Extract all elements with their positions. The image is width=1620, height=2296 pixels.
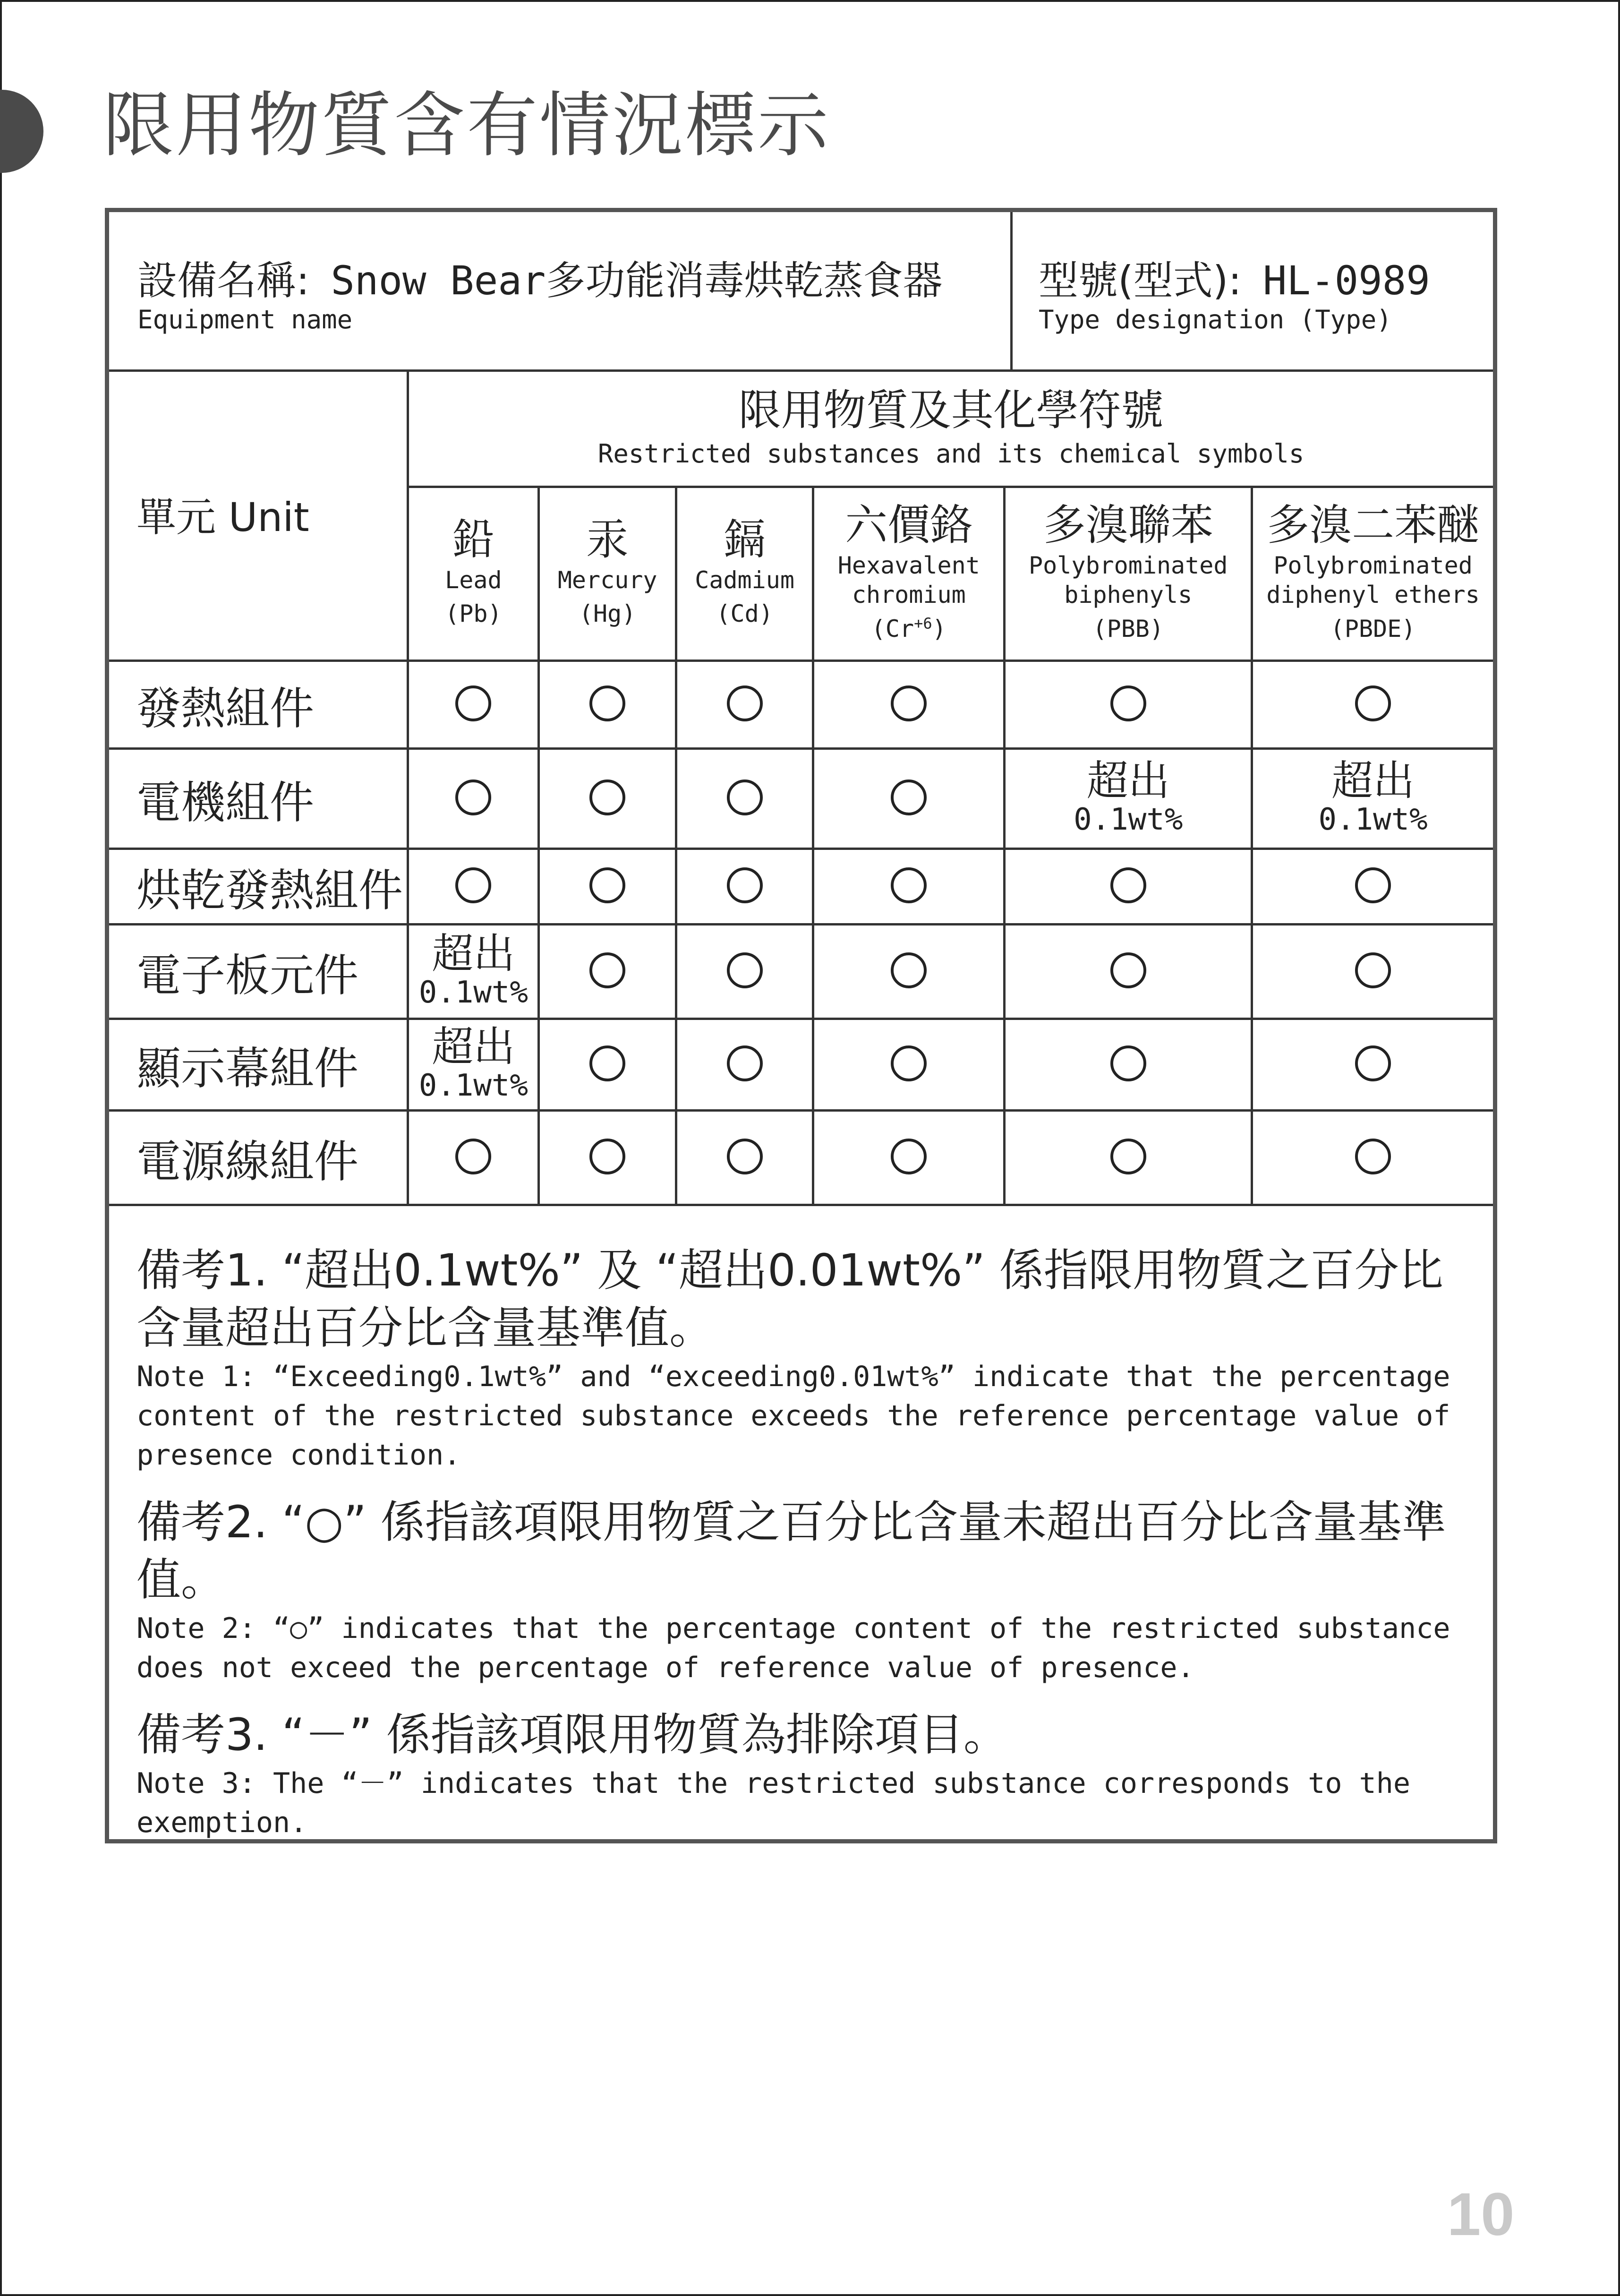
type-designation-line — [1039, 249, 1430, 306]
status-cell — [676, 748, 813, 848]
exceed-label: 超出 — [1086, 756, 1170, 805]
substance-name-en: Lead — [445, 566, 502, 594]
status-cell — [1252, 1110, 1493, 1205]
not-exceed-circle-icon — [891, 952, 927, 988]
section-tab-marker — [0, 90, 43, 173]
not-exceed-circle-icon — [455, 780, 491, 815]
note-cn-text: 備考3. “－” 係指該項限用物質為排除項目。 — [136, 1709, 1008, 1761]
not-exceed-circle-icon — [1355, 1045, 1391, 1081]
substance-symbol: (PBB) — [1092, 615, 1164, 643]
substance-header-2 — [676, 487, 813, 660]
status-cell — [676, 848, 813, 924]
equipment-name-label: 設備名稱: — [137, 257, 310, 304]
substance-name-en: Polybrominated biphenyls — [1029, 551, 1228, 608]
substance-name-cn: 鉛 — [452, 514, 495, 565]
equipment-name-value: Snow Bear多功能消毒烘乾蒸食器 — [331, 257, 943, 304]
unit-header: 單元 Unit — [109, 369, 408, 660]
not-exceed-circle-icon — [455, 867, 491, 903]
substance-name-cn: 汞 — [586, 514, 629, 565]
status-cell — [813, 660, 1005, 748]
not-exceed-circle-icon — [727, 1139, 763, 1174]
table-row — [109, 1019, 1493, 1110]
status-cell — [1005, 748, 1252, 848]
notes-section — [136, 1242, 1487, 1861]
status-cell — [539, 848, 676, 924]
status-cell — [813, 1110, 1005, 1205]
status-cell — [1005, 848, 1252, 924]
exceed-value: 0.1wt% — [1074, 802, 1183, 838]
substance-header-0 — [408, 487, 539, 660]
not-exceed-circle-icon — [589, 867, 625, 903]
not-exceed-circle-icon — [891, 867, 927, 903]
status-cell — [408, 660, 539, 748]
substance-table — [109, 369, 1493, 1206]
status-cell — [1252, 660, 1493, 748]
substance-name-en: Mercury — [557, 566, 657, 594]
status-cell — [408, 748, 539, 848]
equipment-header — [109, 212, 1493, 372]
restricted-substances-cn: 限用物質及其化學符號 — [738, 386, 1164, 436]
exceed-label: 超出 — [432, 929, 515, 978]
restricted-substances-en: Restricted substances and its chemical symbols — [597, 438, 1305, 469]
status-cell — [813, 1019, 1005, 1110]
exceed-value: 0.1wt% — [1318, 802, 1428, 838]
not-exceed-circle-icon — [891, 780, 927, 815]
substance-symbol: (Pb) — [445, 600, 502, 628]
not-exceed-circle-icon — [727, 780, 763, 815]
status-cell — [1005, 1110, 1252, 1205]
component-label: 發熱組件 — [109, 660, 408, 748]
not-exceed-circle-icon — [455, 1139, 491, 1174]
note-en-text: Note 3: The “－” indicates that the restricted substance corresponds to the exemption. — [136, 1766, 1410, 1839]
status-cell — [539, 1019, 676, 1110]
status-cell — [813, 748, 1005, 848]
status-cell — [539, 660, 676, 748]
table-row — [109, 924, 1493, 1019]
note-en-text: Note 1: “Exceeding0.1wt%” and “exceeding0.01wt%” indicate that the percentage content of the restricted substance exceeds the reference percentage value of presence condition. — [136, 1360, 1450, 1472]
not-exceed-circle-icon — [727, 952, 763, 988]
component-label: 電子板元件 — [109, 924, 408, 1019]
status-cell — [408, 1019, 539, 1110]
status-cell — [676, 660, 813, 748]
exceed-label: 超出 — [1331, 756, 1415, 805]
not-exceed-circle-icon — [589, 1045, 625, 1081]
equipment-name-cell — [109, 212, 1013, 369]
not-exceed-circle-icon — [589, 1139, 625, 1174]
substance-name-en: Cadmium — [695, 566, 794, 594]
note-2 — [136, 1494, 1487, 1688]
substance-symbol: $(Cr^{+6})$ — [871, 614, 946, 643]
not-exceed-circle-icon — [589, 952, 625, 988]
not-exceed-circle-icon — [891, 685, 927, 721]
restricted-substances-header — [408, 369, 1493, 487]
exceed-value: 0.1wt% — [418, 975, 528, 1011]
not-exceed-circle-icon — [455, 685, 491, 721]
exceed-value: 0.1wt% — [418, 1068, 528, 1104]
status-cell — [539, 924, 676, 1019]
status-cell — [1252, 848, 1493, 924]
not-exceed-circle-icon — [727, 867, 763, 903]
component-label: 電機組件 — [109, 748, 408, 848]
type-designation-cell — [1010, 212, 1493, 369]
not-exceed-circle-icon — [727, 685, 763, 721]
component-label: 電源線組件 — [109, 1110, 408, 1205]
substance-name-en: Polybrominated diphenyl ethers — [1266, 551, 1480, 608]
not-exceed-circle-icon — [1110, 1045, 1146, 1081]
substance-header-1 — [539, 487, 676, 660]
substance-name-cn: 多溴二苯醚 — [1267, 500, 1480, 550]
not-exceed-circle-icon — [589, 780, 625, 815]
not-exceed-circle-icon — [1355, 952, 1391, 988]
status-cell — [1252, 924, 1493, 1019]
substance-name-cn: 六價鉻 — [845, 500, 973, 550]
status-cell — [1005, 660, 1252, 748]
substance-symbol: (Hg) — [579, 600, 636, 628]
not-exceed-circle-icon — [1110, 867, 1146, 903]
status-cell — [676, 1019, 813, 1110]
note-3 — [136, 1706, 1487, 1842]
not-exceed-circle-icon — [727, 1045, 763, 1081]
not-exceed-circle-icon — [1355, 867, 1391, 903]
substance-header-4 — [1005, 487, 1252, 660]
status-cell — [1252, 748, 1493, 848]
table-row — [109, 660, 1493, 748]
table-row — [109, 1110, 1493, 1205]
status-cell — [676, 924, 813, 1019]
not-exceed-circle-icon — [589, 685, 625, 721]
note-1 — [136, 1242, 1487, 1475]
not-exceed-circle-icon — [1355, 1139, 1391, 1174]
not-exceed-circle-icon — [1110, 952, 1146, 988]
substance-header-5 — [1252, 487, 1493, 660]
equipment-name-line — [137, 249, 942, 306]
type-designation-value: HL-0989 — [1262, 257, 1430, 304]
substance-header-3 — [813, 487, 1005, 660]
component-label: 顯示幕組件 — [109, 1019, 408, 1110]
note-cn-text: 備考2. “○” 係指該項限用物質之百分比含量未超出百分比含量基準值。 — [136, 1496, 1446, 1606]
type-designation-label: 型號(型式): — [1039, 257, 1242, 304]
status-cell — [1005, 1019, 1252, 1110]
status-cell — [813, 848, 1005, 924]
not-exceed-circle-icon — [1355, 685, 1391, 721]
page-title: 限用物質含有情況標示 — [103, 85, 831, 167]
status-cell — [676, 1110, 813, 1205]
restricted-substances-declaration — [105, 208, 1497, 1843]
substance-name-cn: 鎘 — [723, 514, 766, 565]
status-cell — [408, 848, 539, 924]
note-cn-text: 備考1. “超出0.1wt%” 及 “超出0.01wt%” 係指限用物質之百分比含量超出百分比含量基準值。 — [136, 1245, 1443, 1354]
substance-name-cn: 多溴聯苯 — [1043, 500, 1213, 550]
status-cell — [408, 924, 539, 1019]
component-label: 烘乾發熱組件 — [109, 848, 408, 924]
substance-name-en: Hexavalent chromium — [837, 551, 980, 608]
status-cell — [539, 748, 676, 848]
not-exceed-circle-icon — [891, 1139, 927, 1174]
status-cell — [1005, 924, 1252, 1019]
status-cell — [813, 924, 1005, 1019]
table-row — [109, 748, 1493, 848]
status-cell — [1252, 1019, 1493, 1110]
not-exceed-circle-icon — [891, 1045, 927, 1081]
exceed-label: 超出 — [432, 1022, 515, 1071]
equipment-name-en: Equipment name — [137, 305, 353, 334]
status-cell — [408, 1110, 539, 1205]
not-exceed-circle-icon — [1110, 685, 1146, 721]
type-designation-en: Type designation (Type) — [1039, 305, 1392, 334]
note-en-text: Note 2: “○” indicates that the percentage content of the restricted substance does not exceed the percentage of reference value of presence. — [136, 1612, 1450, 1684]
substance-symbol: (Cd) — [716, 600, 773, 628]
not-exceed-circle-icon — [1110, 1139, 1146, 1174]
table-row — [109, 848, 1493, 924]
status-cell — [539, 1110, 676, 1205]
page-number: 10 — [1447, 2181, 1515, 2248]
substance-symbol: (PBDE) — [1330, 615, 1416, 643]
